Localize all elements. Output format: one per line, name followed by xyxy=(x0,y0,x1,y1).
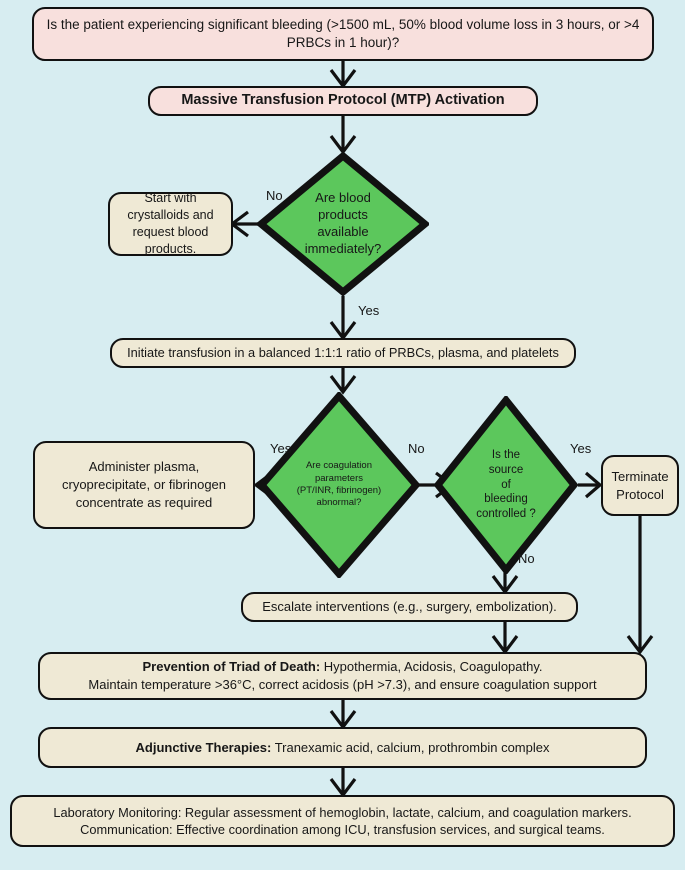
node-decision-coagulation-abnormal[interactable] xyxy=(258,392,420,578)
decision-coagulation-label xyxy=(258,392,420,578)
edge-label-d1-no: No xyxy=(266,188,283,203)
d2-line-1: Are coagulation xyxy=(305,460,372,472)
node-decision-blood-products-available[interactable] xyxy=(257,152,429,296)
node-start-crystalloids[interactable] xyxy=(108,192,233,256)
arrowhead-d1-to-initiate xyxy=(331,322,355,338)
escalate-interventions-text: Escalate interventions (e.g., surgery, embolization). xyxy=(262,599,557,615)
triad-line-1 xyxy=(50,658,635,676)
terminate-protocol-text: Terminate Protocol xyxy=(611,468,669,502)
triad-heading-rest: Hypothermia, Acidosis, Coagulopathy. xyxy=(320,659,543,675)
arrowhead-trigger-to-mtp xyxy=(331,70,355,86)
initiate-transfusion-text: Initiate transfusion in a balanced 1:1:1 ratio of PRBCs, plasma, and platelets xyxy=(127,345,559,361)
adjunctive-text xyxy=(40,736,645,760)
node-adjunctive-therapies[interactable] xyxy=(38,727,647,768)
administer-plasma-text: Administer plasma, cryoprecipitate, or fibrinogen concentrate as required xyxy=(61,459,227,510)
d2-line-3: (PT/INR, fibrinogen) xyxy=(296,485,382,496)
node-decision-bleeding-controlled[interactable] xyxy=(434,396,578,574)
d2-line-4: abnormal? xyxy=(316,497,362,509)
node-terminate-protocol[interactable] xyxy=(601,455,679,516)
node-initiate-transfusion[interactable] xyxy=(110,338,576,368)
arrowhead-terminate-to-triad xyxy=(628,636,652,652)
node-trigger-question[interactable] xyxy=(32,7,654,61)
arrowhead-mtp-to-d1 xyxy=(331,136,355,152)
arrowhead-initiate-to-d2 xyxy=(331,376,355,392)
arrowhead-d1-to-crystalloids xyxy=(232,212,248,236)
d2-line-2: parameters xyxy=(314,472,364,484)
monitoring-line-2: Communication: Effective coordination among ICU, transfusion services, and surgical teams. xyxy=(80,822,605,837)
triad-text xyxy=(40,655,645,696)
decision-bleeding-controlled-label xyxy=(434,396,578,574)
decision-blood-products-label xyxy=(257,152,429,296)
adjunctive-heading: Adjunctive Therapies: xyxy=(135,739,272,755)
monitoring-line-1: Laboratory Monitoring: Regular assessment of hemoglobin, lactate, calcium, and coagulation markers. xyxy=(53,804,632,820)
d3-line-3: of xyxy=(501,478,511,491)
node-escalate-interventions[interactable] xyxy=(241,592,578,622)
edge-label-d2-yes: Yes xyxy=(270,441,292,456)
triad-line-2: Maintain temperature >36°C, correct acidosis (pH >7.3), and ensure coagulation support xyxy=(88,677,597,692)
d1-line-2: products xyxy=(318,207,368,223)
d3-line-2: source xyxy=(488,463,524,476)
mtp-activation-text: Massive Transfusion Protocol (MTP) Activation xyxy=(181,92,505,109)
d3-line-4: bleeding xyxy=(484,493,528,506)
adjunctive-heading-rest: Tranexamic acid, calcium, prothrombin complex xyxy=(271,739,550,755)
triad-heading: Prevention of Triad of Death: xyxy=(142,659,321,675)
edge-label-d1-yes: Yes xyxy=(358,303,380,318)
node-administer-plasma[interactable] xyxy=(33,441,255,529)
monitoring-text xyxy=(12,801,673,842)
d3-line-5: controlled ? xyxy=(476,508,536,521)
node-monitoring-communication[interactable] xyxy=(10,795,675,847)
arrowhead-triad-to-adjunctive xyxy=(331,711,355,727)
arrowhead-d3-to-terminate xyxy=(586,473,600,497)
trigger-question-text: Is the patient experiencing significant bleeding (>1500 mL, 50% blood volume loss in 3 hours, or >4 PRBCs in 1 hour)? xyxy=(46,16,640,50)
d1-line-3: available xyxy=(317,224,369,239)
start-crystalloids-text: Start with crystalloids and request blood products. xyxy=(127,191,214,256)
arrowhead-escalate-to-triad xyxy=(493,636,517,652)
node-mtp-activation[interactable] xyxy=(148,86,538,116)
arrowhead-d3-to-escalate xyxy=(493,576,517,592)
d1-line-4: immediately? xyxy=(304,240,382,256)
edge-label-d3-yes: Yes xyxy=(570,441,592,456)
d1-line-1: Are blood xyxy=(315,190,371,206)
edge-label-d2-no: No xyxy=(408,441,425,456)
node-prevention-triad-of-death[interactable] xyxy=(38,652,647,700)
arrowhead-adjunctive-to-monitoring xyxy=(331,779,355,795)
edge-label-d3-no: No xyxy=(518,551,535,566)
d3-line-1: Is the xyxy=(491,448,521,461)
